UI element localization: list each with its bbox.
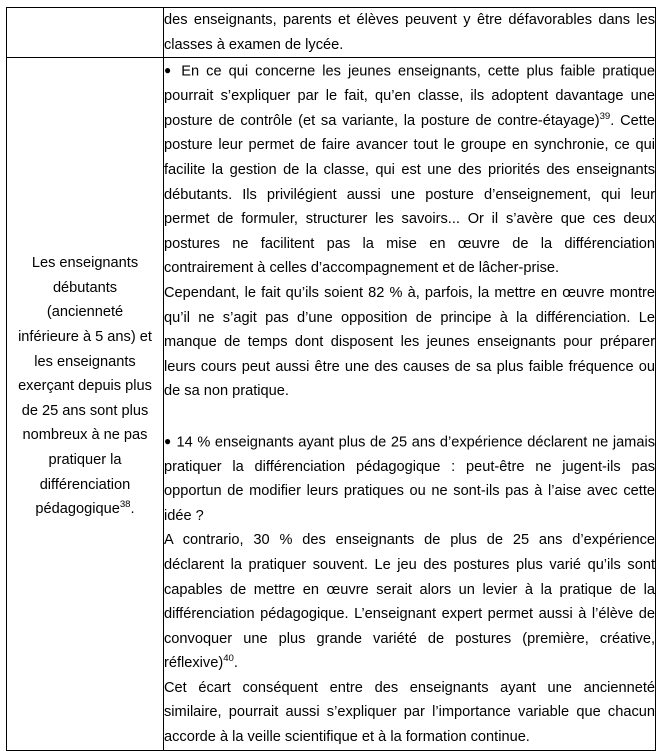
content-table bbox=[6, 7, 656, 751]
table-row bbox=[7, 8, 656, 58]
paragraph-1-text-b: . Cette posture leur permet de faire avancer tout le groupe en synchronie, ce qui facilite la gestion de la classe, qui est une des priorités des enseignants débutants. Ils privilégient aussi une posture d’enseignement, qui leur permet de formuler, structurer les savoirs... Or il s’avère que ces deux postures ne facilitent pas la mise en œuvre de la différenciation contrairement à celles d’accompagnement et de lâcher-prise. bbox=[164, 112, 655, 277]
footnote-ref-40: 40 bbox=[223, 653, 234, 665]
summary-text bbox=[7, 58, 163, 522]
paragraph-4 bbox=[164, 528, 655, 676]
table-row bbox=[7, 58, 656, 750]
row1-paragraph: des enseignants, parents et élèves peuvent y être défavorables dans les classes à examen de lycée. bbox=[164, 12, 655, 53]
row1-left-cell bbox=[7, 8, 164, 58]
paragraph-1 bbox=[164, 58, 655, 281]
row2-right-cell bbox=[164, 58, 656, 750]
paragraph-4-text-b: . bbox=[233, 655, 238, 672]
paragraph-1-text-a: En ce qui concerne les jeunes enseignants, cette plus faible pratique pourrait s’expliquer par le fait, qu’en classe, ils adoptent davantage une posture de contrôle (et sa variante, la posture de contre-étayage) bbox=[164, 63, 655, 129]
row1-right-cell bbox=[164, 8, 656, 58]
paragraph-3-text: 14 % enseignants ayant plus de 25 ans d’expérience déclarent ne jamais pratiquer la différenciation pédagogique : peut-être ne jugent-ils pas opportun de modifier leurs pratiques ou ne sont-ils pas à l’aise avec cette idée ? bbox=[164, 433, 655, 524]
summary-text-tail: . bbox=[130, 501, 135, 518]
footnote-ref-38: 38 bbox=[119, 499, 131, 511]
summary-text-main: Les enseignants débutants (ancienneté inférieure à 5 ans) et les enseignants exerçant depuis plus de 25 ans sont plus nombreux à ne pas pratiquer la différenciation pédagogique bbox=[18, 255, 152, 518]
paragraph-5: Cet écart conséquent entre des enseignants ayant une ancienneté similaire, pourrait aussi s’expliquer par l’importance variable que chacun accorde à la veille scientifique et à la formation continue. bbox=[164, 679, 655, 746]
paragraph-3 bbox=[164, 429, 655, 529]
paragraph-spacer-1 bbox=[164, 404, 655, 429]
paragraph-4-text-a: A contrario, 30 % des enseignants de plus de 25 ans d’expérience déclarent la pratiquer souvent. Le jeu des postures plus varié qu’ils sont capables de mettre en œuvre serait alors un levier à la pratique de la différenciation pédagogique. L’enseignant expert permet aussi à l’élève de convoquer une plus grande variété de postures (première, créative, réflexive) bbox=[164, 532, 655, 672]
paragraph-2: Cependant, le fait qu’ils soient 82 % à, parfois, la mettre en œuvre montre qu’il ne s’agit pas d’une opposition de principe à la différenciation. Le manque de temps dont disposent les jeunes enseignants pour préparer leurs cours peut aussi être une des causes de sa plus faible fréquence ou de sa non pratique. bbox=[164, 284, 655, 400]
bullet-icon: ● bbox=[164, 433, 172, 448]
row2-left-cell bbox=[7, 58, 164, 750]
footnote-ref-39: 39 bbox=[599, 110, 611, 122]
bullet-icon: ● bbox=[164, 63, 175, 78]
